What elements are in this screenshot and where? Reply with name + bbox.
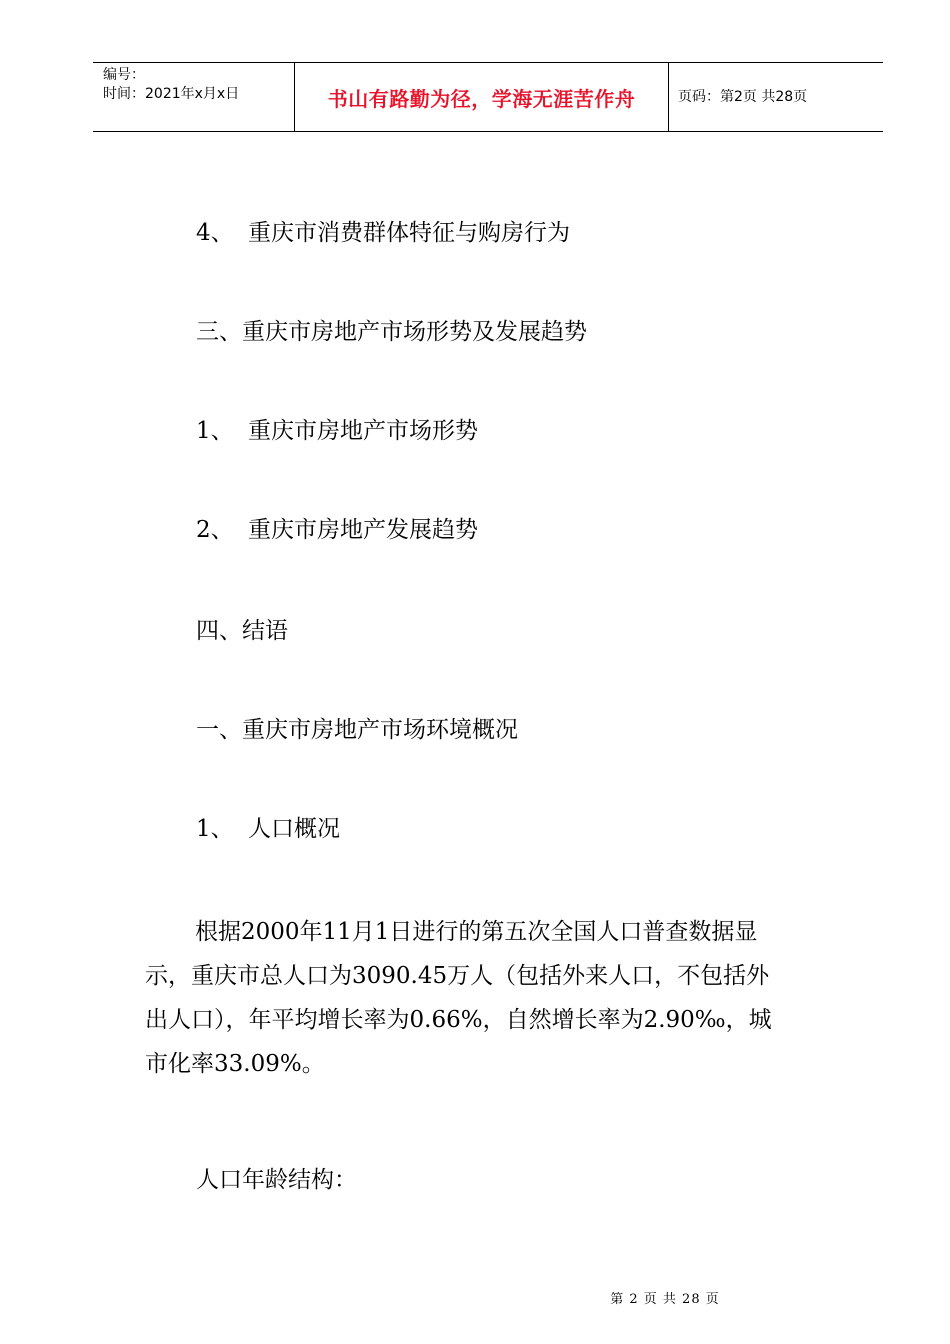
header-page-cell bbox=[668, 63, 883, 131]
outline-text: 人口概况 bbox=[248, 816, 340, 842]
age-structure-heading: 人口年龄结构： bbox=[196, 1167, 357, 1193]
header-motto: 书山有路勤为径，学海无涯苦作舟 bbox=[327, 86, 636, 111]
outline-number: 1、 bbox=[196, 418, 234, 444]
outline-item bbox=[196, 617, 288, 645]
outline-item bbox=[196, 219, 570, 247]
outline-text: 重庆市消费群体特征与购房行为 bbox=[248, 220, 570, 246]
outline-text: 重庆市房地产发展趋势 bbox=[248, 517, 478, 543]
population-paragraph bbox=[145, 910, 835, 1086]
outline-text: 一、重庆市房地产市场环境概况 bbox=[196, 717, 518, 743]
outline-number: 2、 bbox=[196, 517, 234, 543]
page-header bbox=[93, 62, 883, 132]
paragraph-line: 市化率33.09%。 bbox=[145, 1051, 325, 1077]
outline-item bbox=[196, 417, 478, 445]
paragraph-line: 出人口），年平均增长率为0.66%，自然增长率为2.90‰，城 bbox=[145, 1007, 772, 1033]
page-footer: 第 2 页 共 28 页 bbox=[610, 1292, 720, 1307]
paragraph-line: 示，重庆市总人口为3090.45万人（包括外来人口，不包括外 bbox=[145, 963, 770, 989]
outline-number: 4、 bbox=[196, 220, 234, 246]
outline-text: 四、结语 bbox=[196, 618, 288, 644]
date-label: 时间：2021年x月x日 bbox=[103, 86, 240, 102]
outline-text: 重庆市房地产市场形势 bbox=[248, 418, 478, 444]
header-motto-cell bbox=[294, 63, 669, 131]
serial-label: 编号： bbox=[103, 67, 145, 83]
section-heading bbox=[196, 716, 518, 744]
outline-text: 三、重庆市房地产市场形势及发展趋势 bbox=[196, 319, 587, 345]
outline-number: 1、 bbox=[196, 816, 234, 842]
outline-item bbox=[196, 318, 587, 346]
header-page-info: 页码：第2页 共28页 bbox=[678, 88, 808, 105]
paragraph-line: 根据2000年11月1日进行的第五次全国人口普查数据显 bbox=[195, 919, 758, 945]
outline-item bbox=[196, 516, 478, 544]
header-meta bbox=[93, 63, 294, 131]
subsection-heading bbox=[196, 815, 340, 843]
